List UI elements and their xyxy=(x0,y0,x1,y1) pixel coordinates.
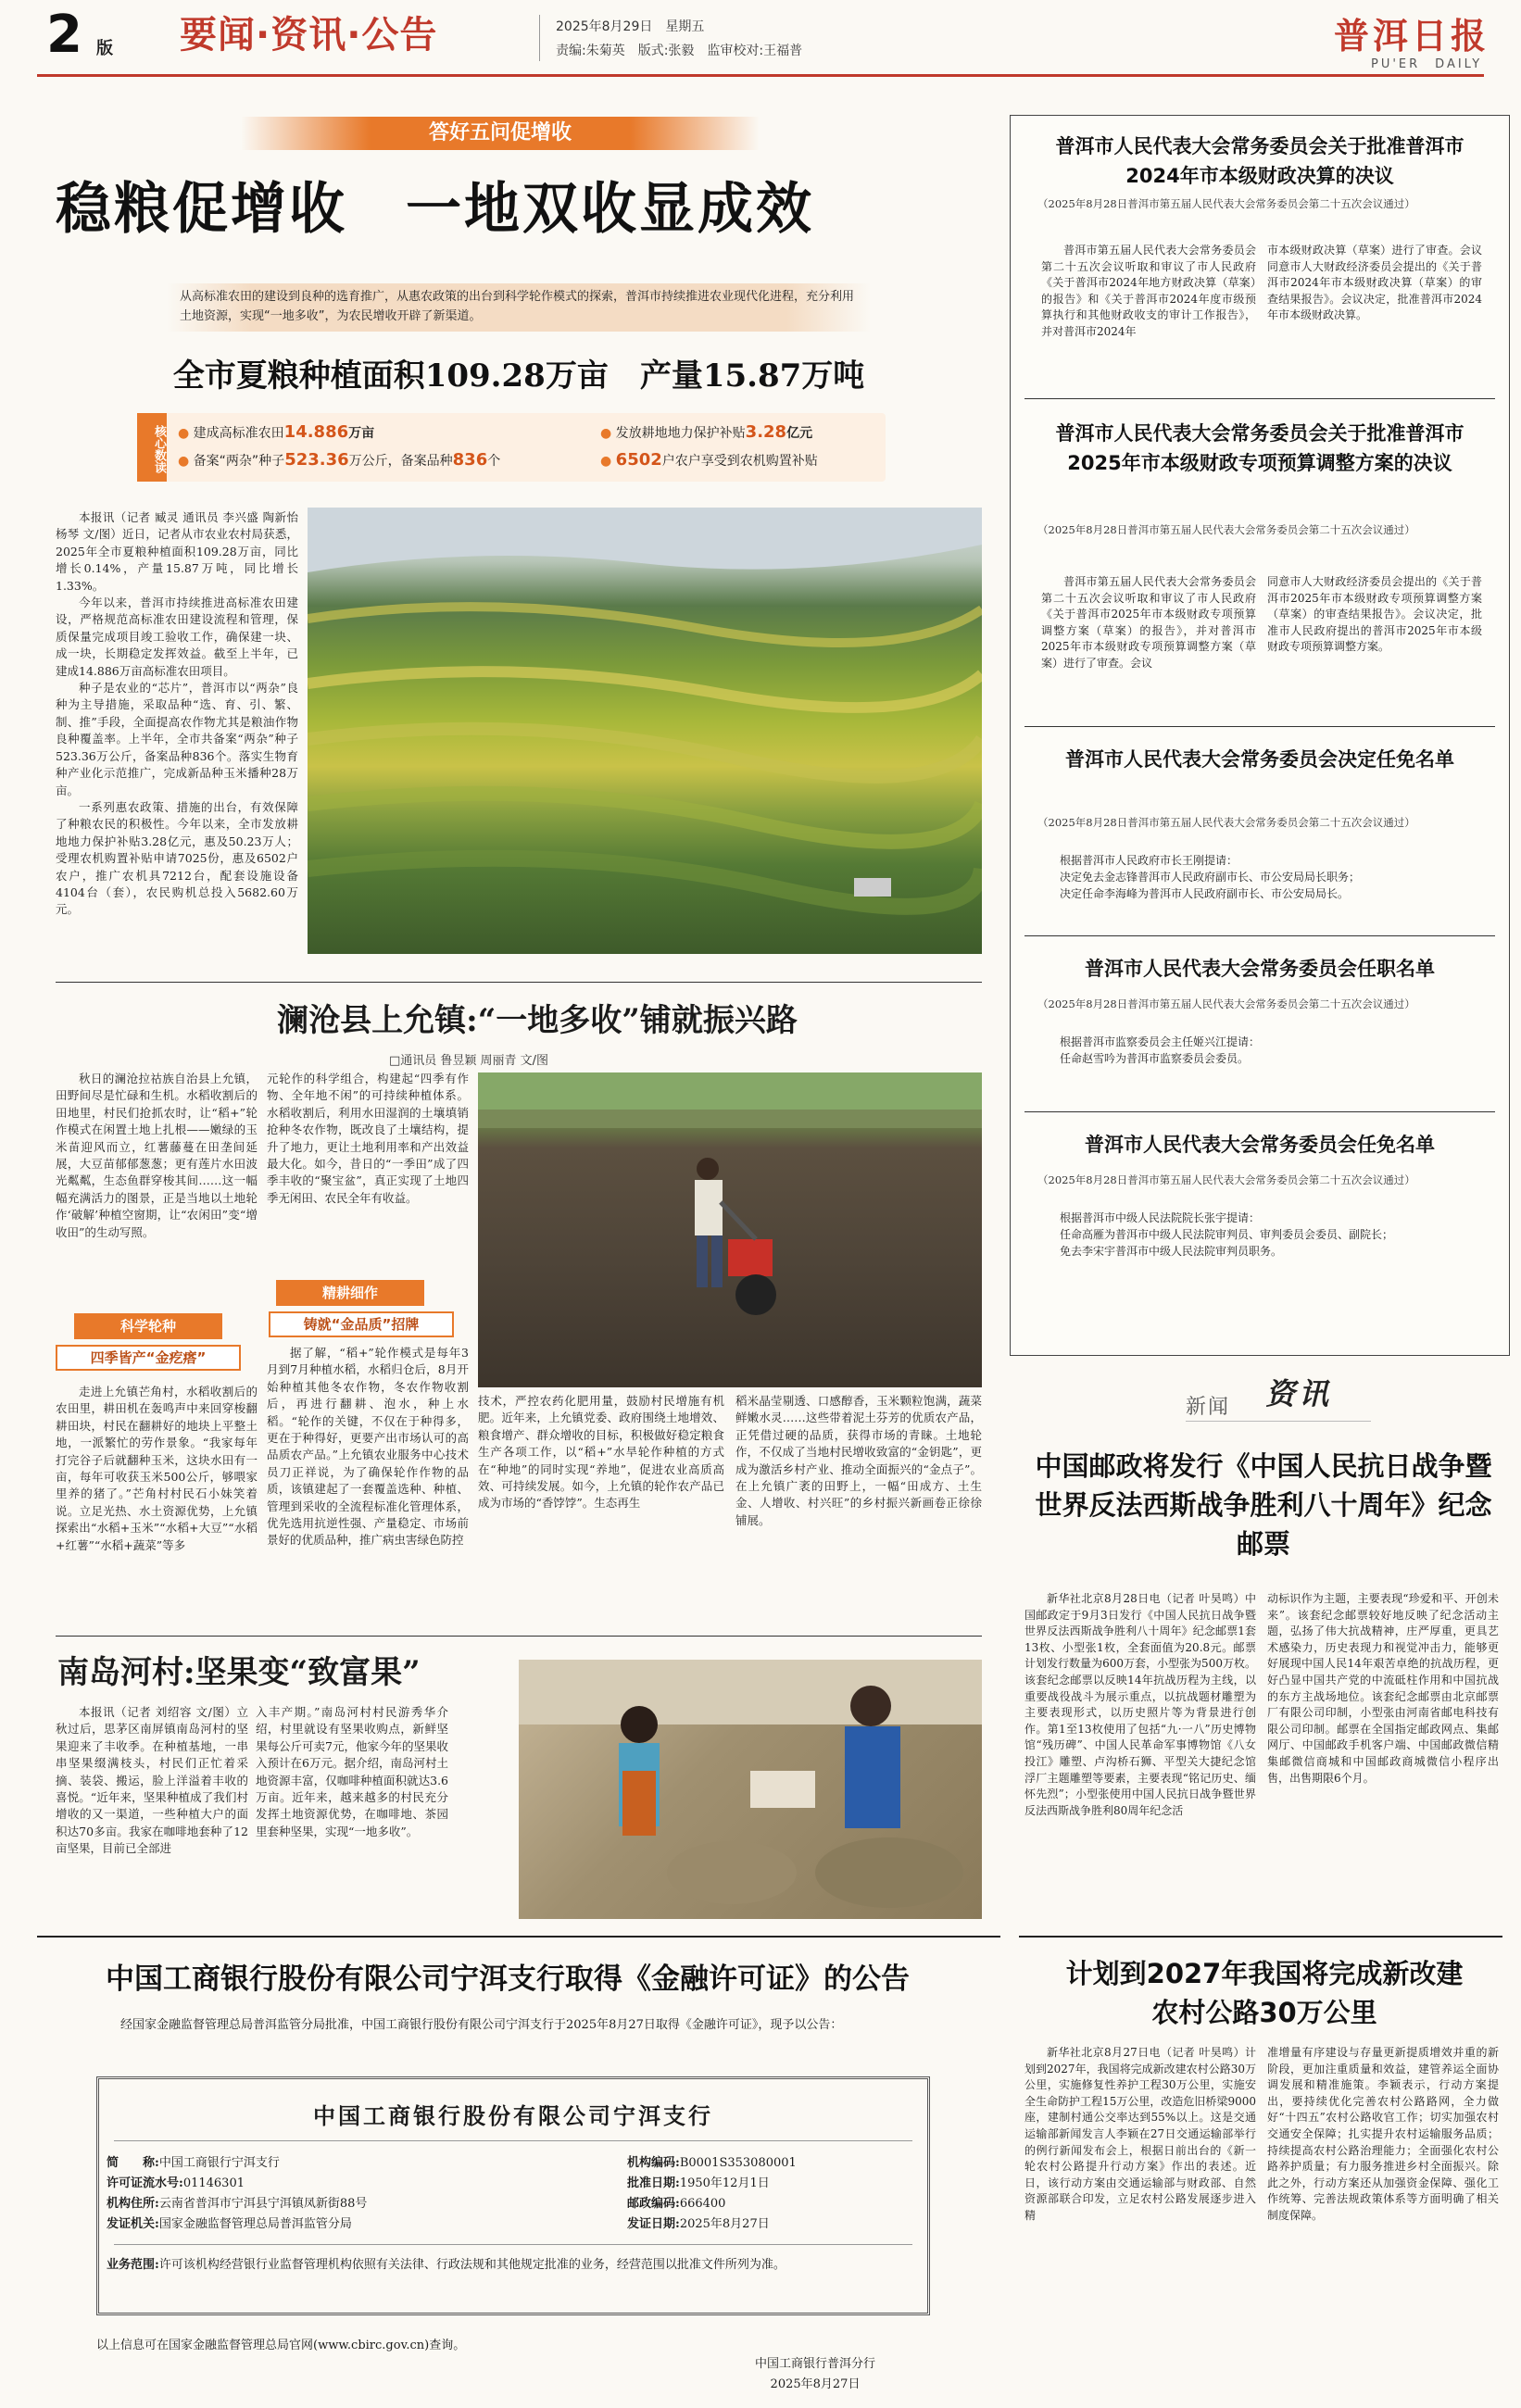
stamp-news-title: 中国邮政将发行《中国人民抗日战争暨世界反法西斯战争胜利八十周年》纪念邮票 xyxy=(1035,1450,1492,1560)
paper-logo-en: PU'ER DAILY xyxy=(1371,57,1483,71)
decision-2-col1: 普洱市第五届人民代表大会常务委员会第二十五次会议听取和审议了市人民政府《关于普洱市2025年市本级财政专项预算调整方案（草案）的报告》，并对普洱市2025年市本级财政专项预算调整方案（草案）进行了审查。会议 xyxy=(1041,575,1256,670)
stat-4: ● 6502户农户享受到农机购置补贴 xyxy=(600,450,818,470)
appointment-3-lines: 根据普洱市中级人民法院院长张宇提请： 任命高雁为普洱市中级人民法院审判员、审判委员会委员、副院长； 免去李宋宇普洱市中级人民法院审判员职务。 xyxy=(1060,1211,1394,1258)
tag-scientific-rotation: 科学轮种 xyxy=(74,1313,222,1339)
decision-1-note: （2025年8月28日普洱市第五届人民代表大会常务委员会第二十五次会议通过） xyxy=(1037,197,1415,210)
decision-1-col1: 普洱市第五届人民代表大会常务委员会第二十五次会议听取和审议了市人民政府《关于普洱市2024年地方财政决算（草案）的报告》和《关于普洱市2024年度市级预算执行和其他财政收支的审计工作报告》，并对普洱市2024年 xyxy=(1041,244,1256,338)
masthead xyxy=(0,0,1521,76)
icbc-footer: 以上信息可在国家金融监督管理总局官网(www.cbirc.gov.cn)查询。 xyxy=(96,2339,466,2352)
license-right: 机构编码:B0001S353080001 批准日期:1950年12月1日 邮政编码:666400 发证日期:2025年8月27日 xyxy=(627,2156,797,2231)
road-news-title: 计划到2027年我国将完成新改建农村公路30万公里 xyxy=(1065,1958,1464,2028)
core-label: 核心数读 xyxy=(137,413,167,482)
icbc-sign: 中国工商银行普洱分行 2025年8月27日 xyxy=(754,2357,875,2391)
main-banner: 答好五问促增收 xyxy=(241,117,760,150)
appointment-2-note: （2025年8月28日普洱市第五届人民代表大会常务委员会第二十五次会议通过） xyxy=(1037,997,1415,1010)
lancang-col2b: 据了解，“稻+”轮作模式是每年3月到7月种植水稻，水稻归仓后，8月开始种植其他冬农作物，冬农作物收割后，再进行翻耕、泡水，种上水稻。“轮作的关键，不仅在于种得多，更在于种得好，更要产出市场认可的高品质农产品。”上允镇农业服务中心技术员刀正祥说，为了确保轮作作物的品质，该镇建起了一套覆盖选种、种植、管理到采收的全流程标准化管理体系，优先选用抗逆性强、产量稳定、市场前景好的优质品种，推广病虫害绿色防控 xyxy=(267,1346,469,1548)
nandao-title: 南岛河村:坚果变“致富果” xyxy=(57,1654,421,1691)
appointment-3-title: 普洱市人民代表大会常务委员会任免名单 xyxy=(1085,1134,1435,1156)
lancang-byline: □通讯员 鲁昱颖 周丽青 文/图 xyxy=(389,1054,549,1068)
license-box xyxy=(96,2076,930,2315)
news-logo-right: 资讯 xyxy=(1265,1376,1333,1411)
appointment-1-note: （2025年8月28日普洱市第五届人民代表大会常务委员会第二十五次会议通过） xyxy=(1037,816,1415,829)
decision-2-col2: 同意市人大财政经济委员会提出的《关于普洱市2025年市本级财政专项预算调整方案（草案）的审查结果报告》。会议决定，批准市人民政府提出的普洱市2025年市本级财政专项预算调整方案。 xyxy=(1267,575,1482,654)
road-news-col1: 新华社北京8月27日电（记者 叶昊鸣）计划到2027年，我国将完成新改建农村公路30万公里，实施修复性养护工程30万公里，实施安全生命防护工程15万公里，改造危旧桥梁9000座，建制村通公交率达到55%以上。这是交通运输部新闻发言人李颖在27日交通运输部举行的例行新闻发布会上，根据日前出台的《新一轮农村公路提升行动方案》作出的表述。近日，该行动方案由交通运输部与财政部、自然资源部联合印发，立足农村公路发展逐步进入精 xyxy=(1024,2046,1256,2222)
main-subhead: 全市夏粮种植面积109.28万亩 产量15.87万吨 xyxy=(172,357,865,395)
stat-2: ● 发放耕地地力保护补贴3.28亿元 xyxy=(600,422,813,442)
icbc-notice xyxy=(19,1947,993,2401)
license-left: 简 称:中国工商银行宁洱支行 许可证流水号:01146301 机构住所:云南省普洱市宁洱县宁洱镇凤新街88号 发证机关:国家金融监督管理总局普洱监管分局 xyxy=(107,2156,368,2231)
tiller-photo xyxy=(478,1072,982,1387)
main-headline: 稳粮促增收 一地双收显成效 xyxy=(56,177,814,242)
nut-harvest-photo xyxy=(519,1660,982,1919)
issue-date: 2025年8月29日 星期五 xyxy=(556,19,705,34)
nandao-col2: 入丰产期。”南岛河村村民游秀华介绍，村里就设有坚果收购点，新鲜坚果每公斤可卖7元，他家今年的坚果收入预计在6万元。据介绍，南岛河村土地资源丰富，仅咖啡种植面积就达3.6万亩。近年来，越来越多的村民充分发挥土地资源优势，在咖啡地、茶园里套种坚果，实现“一地多收”。 xyxy=(256,1705,448,1838)
stat-1: ● 建成高标准农田14.886万亩 xyxy=(178,422,375,442)
lancang-col4: 稻米晶莹剔透、口感醇香，玉米颗粒饱满，蔬菜鲜嫩水灵……这些带着泥土芬芳的优质农产品，正凭借过硬的品质，获得市场的青睐。土地轮作，不仅成了当地村民增收致富的“金钥匙”，更成为激活乡村产业、推动全面振兴的“金点子”。在上允镇广袤的田野上，一幅“田成方、土生金、人增收、村兴旺”的乡村振兴新画卷正徐徐铺展。 xyxy=(735,1394,982,1527)
sub-gold-quality: 铸就“金品质”招牌 xyxy=(269,1311,454,1337)
business-scope: 业务范围:许可该机构经营银行业监督管理机构依照有关法律、行政法规和其他规定批准的业务，经营范围以批准文件所列为准。 xyxy=(107,2258,786,2272)
icbc-title: 中国工商银行股份有限公司宁洱支行取得《金融许可证》的公告 xyxy=(106,1963,910,1996)
appointment-3-note: （2025年8月28日普洱市第五届人民代表大会常务委员会第二十五次会议通过） xyxy=(1037,1173,1415,1186)
lancang-col1b: 走进上允镇芒角村，水稻收割后的农田里，耕田机在轰鸣声中来回穿梭翻耕田块，村民在翻耕好的地块上平整土地，一派繁忙的劳作景象。“我家每年打完谷子后就翻种玉米，这块水田有一亩，每年可收获玉米500公斤，够喂家里养的猪了。”芒角村村民石小妹笑着说。立足光热、水土资源优势，上允镇探索出“水稻+玉米”“水稻+大豆”“水稻+红薯”“水稻+蔬菜”等多 xyxy=(56,1385,258,1552)
article-1-text: 本报讯（记者 臧灵 通讯员 李兴盛 陶新怡 杨琴 文/图）近日，记者从市农业农村局获悉，2025年全市夏粮种植面积109.28万亩，同比增长0.14%，产量15.87万吨，同比增长1.33%。 今年以来，普洱市持续推进高标准农田建设，严格规范高标准农田建设流程和管理，保质保量完成项目竣工验收工作，确保建一块、成一块，长期稳定发挥效益。截至上半年，已建成14.886万亩高标准农田项目。 种子是农业的“芯片”，普洱市以“两杂”良种为主导措施，采取品种“选、育、引、繁、制、推”手段，全面提高农作物尤其是粮油作物良种覆盖率。上半年，全市共备案“两杂”种子523.36万公斤，备案品种836个。落实生物育种产业化示范推广，完成新品种玉米播种28万亩。 一系列惠农政策、措施的出台，有效保障了种粮农民的积极性。今年以来，全市发放耕地地力保护补贴3.28亿元，惠及50.23万人；受理农机购置补贴申请7025份，惠及6502户农户，推广农机具7212台，配套设施设备4104台（套），农民购机总投入5682.60万元。 xyxy=(56,510,298,917)
sub-four-seasons: 四季皆产“金疙瘩” xyxy=(56,1345,241,1371)
appointment-1-title: 普洱市人民代表大会常务委员会决定任免名单 xyxy=(1065,748,1454,771)
appointment-2-title: 普洱市人民代表大会常务委员会任职名单 xyxy=(1085,958,1435,980)
stat-3: ● 备案“两杂”种子523.36万公斤，备案品种836个 xyxy=(178,450,501,470)
terrace-fields-photo xyxy=(308,508,982,954)
lede-box: 从高标准农田的建设到良种的选育推广，从惠农政策的出台到科学轮作模式的探索，普洱市持续推进农业现代化进程，充分利用土地资源，实现“一地多收”，为农民增收开辟了新渠道。 xyxy=(167,283,871,332)
lancang-col3: 技术，严控农药化肥用量，鼓励村民增施有机肥。近年来，上允镇党委、政府围绕土地增效、粮食增产、群众增收的目标，积极做好稳定粮食生产各项工作，以“稻+”水旱轮作种植的方式在“种地”的同时实现“养地”，促进农业高质高效、可持续发展。如今，上允镇的轮作农产品已成为市场的“香饽饽”。生态再生 xyxy=(478,1394,724,1511)
decision-1-col2: 市本级财政决算（草案）进行了审查。会议同意市人大财政经济委员会提出的《关于普洱市2024年市本级财政决算（草案）的审查结果报告》。会议决定，批准普洱市2024年市本级财政决算。 xyxy=(1267,244,1482,322)
page-number: 2 xyxy=(46,5,82,65)
road-news-col2: 准增量有序建设与存量更新提质增效并重的新阶段，更加注重质量和效益，建管养运全面协调发展和精准施策。李颖表示，行动方案提出，要持续优化完善农村公路路网，全力做好“十四五”农村公路收官工作；切实加强农村交通安全保障；扎实提升农村运输服务品质；持续提高农村公路治理能力；全面强化农村公路养护质量；有力服务推进乡村全面振兴。除此之外，行动方案还从加强资金保障、强化工作统筹、完善法规政策体系等方面明确了相关制度保障。 xyxy=(1267,2046,1499,2222)
editors: 责编:朱菊英 版式:张毅 监审校对:王福普 xyxy=(556,44,803,58)
decision-1-title: 普洱市人民代表大会常务委员会关于批准普洱市2024年市本级财政决算的决议 xyxy=(1055,135,1464,187)
page-unit: 版 xyxy=(96,39,113,58)
icbc-intro: 经国家金融监督管理总局普洱监管分局批准，中国工商银行股份有限公司宁洱支行于2025年8月27日取得《金融许可证》，现予以公告： xyxy=(120,2018,843,2032)
news-section-logo xyxy=(1186,1371,1371,1426)
appointment-2-lines: 根据普洱市监察委员会主任姬兴江提请： 任命赵雪吟为普洱市监察委员会委员。 xyxy=(1060,1035,1261,1065)
tag-fine-farming: 精耕细作 xyxy=(276,1280,424,1306)
core-stats-box xyxy=(137,413,886,482)
decision-2-title: 普洱市人民代表大会常务委员会关于批准普洱市2025年市本级财政专项预算调整方案的决议 xyxy=(1055,422,1464,474)
nandao-col1: 本报讯（记者 刘绍容 文/图）立秋过后，思茅区南屏镇南岛河村的坚果迎来了丰收季。在种植基地，一串串坚果缀满枝头，村民们正忙着采摘、装袋、搬运，脸上洋溢着丰收的喜悦。“近年来，坚果种植成了我们村增收的又一渠道，一些种植大户的面积达70多亩。我家在咖啡地套种了12亩坚果，目前已全部进 xyxy=(56,1705,248,1856)
news-logo-left: 新闻 xyxy=(1186,1396,1231,1419)
stamp-news-col2: 动标识作为主题，主要表现“珍爱和平、开创未来”。该套纪念邮票较好地反映了纪念活动主题，弘扬了伟大抗战精神，庄严厚重，更具艺术感染力，历史表现力和视觉冲击力，能够更好展现中国人民14年艰苦卓绝的抗战历程，更好凸显中国共产党的中流砥柱作用和中国抗战的东方主战场地位。该套纪念邮票由北京邮票厂有限公司印制，小型张由河南省邮电科技有限公司印制。邮票在全国指定邮政网点、集邮网厅、中国邮政手机客户端、中国邮政微信精集邮微信商城和中国邮政商城微信小程序出售，出售期限6个月。 xyxy=(1267,1592,1499,1785)
decision-2-note: （2025年8月28日普洱市第五届人民代表大会常务委员会第二十五次会议通过） xyxy=(1037,523,1415,536)
paper-logo: 普洱日报 xyxy=(1334,15,1490,56)
lancang-col2a: 元轮作的科学组合，构建起“四季有作物、全年地不闲”的可持续种植体系。水稻收割后，利用水田湿润的土壤填销抢种冬农作物，既改良了土壤结构，提升了地力，更让土地利用率和产出效益最大化。如今，昔日的“一季田”成了四季丰收的“聚宝盆”，真正实现了土地四季无闲田、农民全年有收益。 xyxy=(267,1072,469,1205)
lancang-title: 澜沧县上允镇:“一地多收”铺就振兴路 xyxy=(277,1002,798,1039)
lancang-intro: 秋日的澜沧拉祜族自治县上允镇，田野间尽是忙碌和生机。水稻收割后的田地里，村民们抢抓农时，让“稻+”轮作模式在闲置土地上扎根——嫩绿的玉米苗迎风而立，红薯藤蔓在田垄间延展，大豆苗郁郁葱葱；更有莲片水田波光粼粼，生态鱼群穿梭其间……这一幅幅充满活力的图景，正是当地以土地轮作‘破解’种植空窗期，让“农闲田”变“增收田”的生动写照。 xyxy=(56,1072,258,1239)
stamp-news-col1: 新华社北京8月28日电（记者 叶昊鸣）中国邮政定于9月3日发行《中国人民抗日战争暨世界反法西斯战争胜利八十周年》纪念邮票1套13枚、小型张1枚，全套面值为20.8元。邮票计划发行数量为600万套，小型张为500万枚。该套纪念邮票以反映14年抗战历程为主线，以重要战役战斗为展示重点，以抗战题材雕塑为主要表现形式，以历史照片等为背景进行创作。第1至13枚使用了包括“九·一八”历史博物馆“残历碑”、中国人民革命军事博物馆《八女投江》雕塑、卢沟桥石狮、平型关大捷纪念馆浮厂主题雕塑等要素，主要表现“铭记历史、缅怀先烈”；小型张使用中国人民抗日战争暨世界反法西斯战争胜利80周年纪念活 xyxy=(1024,1592,1256,1817)
section-name: 要闻·资讯·公告 xyxy=(180,14,438,56)
appointment-1-lines: 根据普洱市人民政府市长王刚提请： 决定免去金志锋普洱市人民政府副市长、市公安局局长职务； 决定任命李海峰为普洱市人民政府副市长、市公安局局长。 xyxy=(1060,854,1361,900)
license-box-title: 中国工商银行股份有限公司宁洱支行 xyxy=(313,2102,713,2129)
